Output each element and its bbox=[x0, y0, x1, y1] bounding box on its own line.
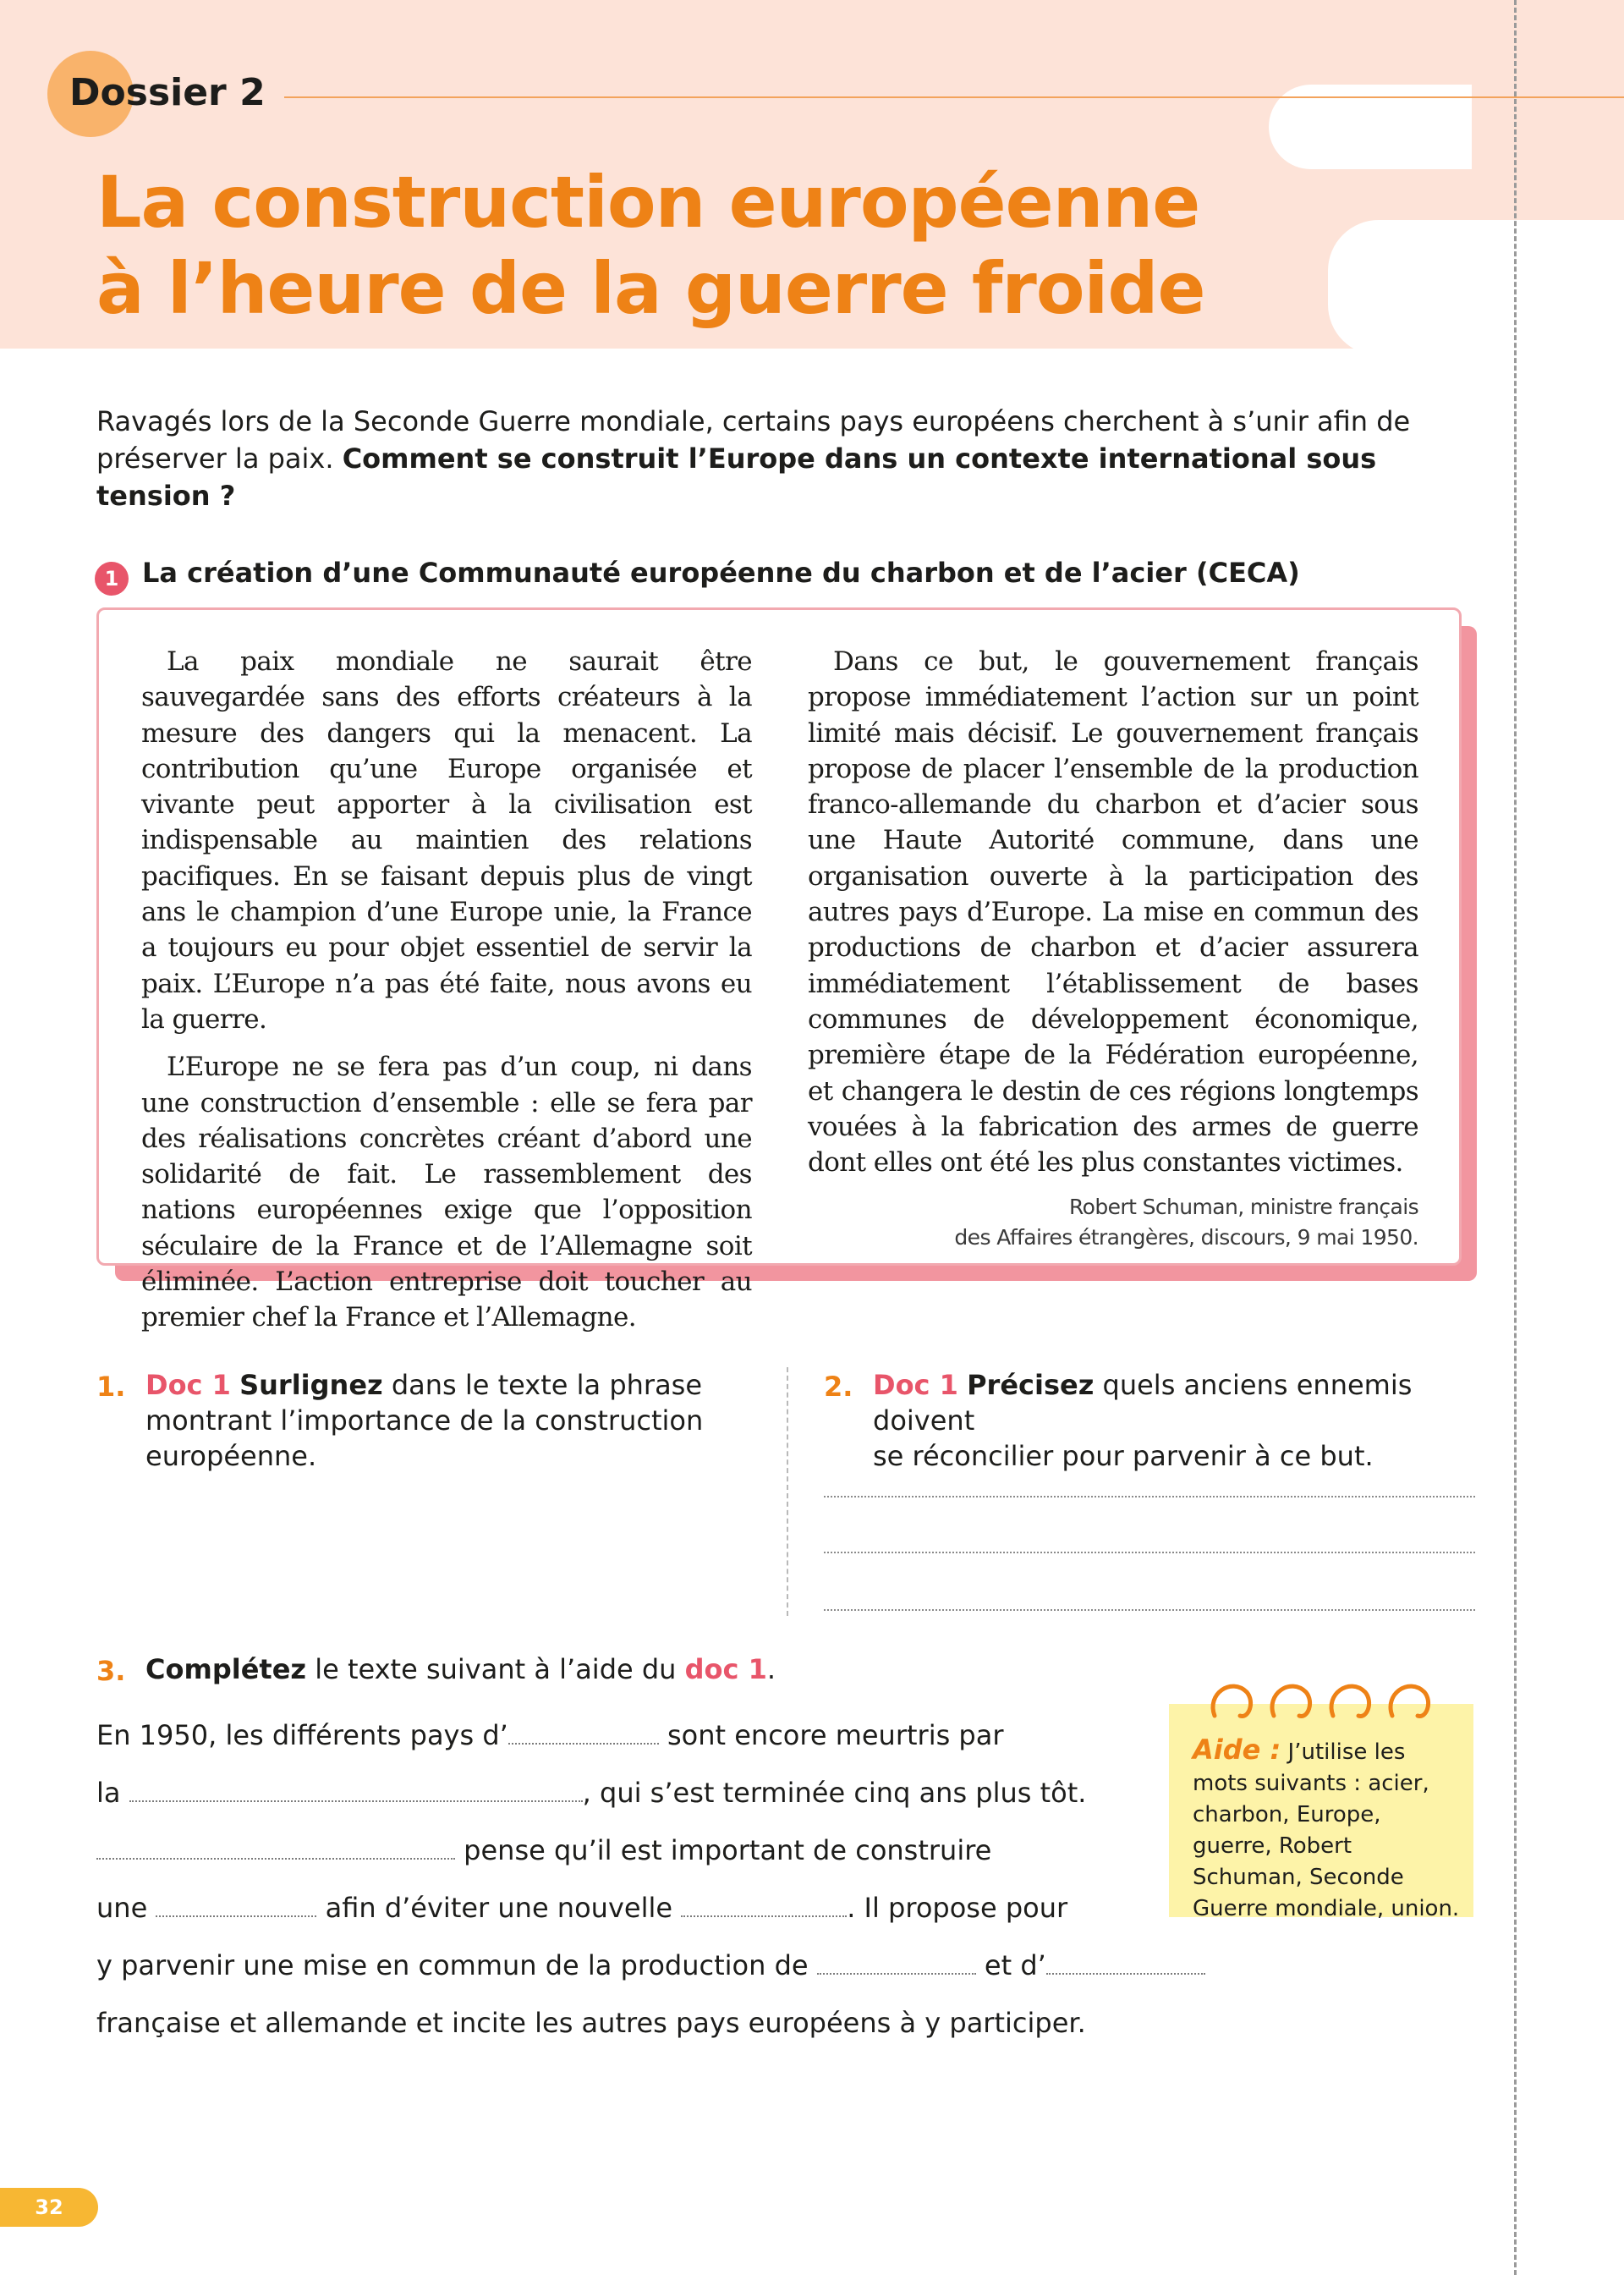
doc-column-left bbox=[141, 644, 752, 1336]
help-title: Aide : bbox=[1193, 1734, 1281, 1766]
page-cut-edge bbox=[1514, 0, 1517, 2275]
fill-text: et d’ bbox=[984, 1949, 1046, 1981]
blank-field[interactable] bbox=[129, 1778, 583, 1802]
fill-text: , qui s’est terminée cinq ans plus tôt. bbox=[582, 1777, 1087, 1809]
question-3-number: 3. bbox=[96, 1655, 126, 1687]
fill-line-3 bbox=[96, 1833, 991, 1868]
question-3-end: . bbox=[766, 1653, 776, 1685]
fill-text: la bbox=[96, 1777, 121, 1809]
help-words: suivants : acier, charbon, Europe, guerre, Robert Schuman, Seconde Guerre mondiale, union. bbox=[1193, 1771, 1460, 1921]
answer-line[interactable] bbox=[824, 1609, 1475, 1611]
notebook-rings-icon bbox=[1206, 1677, 1451, 1724]
page-title-line-1: La construction européenne bbox=[96, 161, 1200, 244]
question-1-verb: Surlignez bbox=[239, 1369, 383, 1401]
doc-box bbox=[96, 607, 1462, 1333]
fill-text: afin d’éviter une nouvelle bbox=[325, 1892, 673, 1924]
question-divider bbox=[787, 1367, 788, 1616]
dossier-rule bbox=[284, 96, 1624, 98]
question-3-verb: Complétez bbox=[145, 1653, 307, 1685]
fill-text: une bbox=[96, 1892, 148, 1924]
question-2-line-2: se réconcilier pour parvenir à ce but. bbox=[873, 1440, 1374, 1472]
question-1-text bbox=[145, 1367, 754, 1474]
intro-paragraph bbox=[96, 403, 1484, 514]
fill-line-5 bbox=[96, 1948, 1205, 1983]
page-title bbox=[96, 159, 1204, 332]
intro-question: Comment se construit l’Europe dans un contexte international sous tension ? bbox=[96, 442, 1377, 512]
doc-source bbox=[808, 1192, 1418, 1253]
help-text bbox=[1193, 1734, 1463, 1925]
page-number: 32 bbox=[0, 2188, 98, 2227]
fill-text: française et allemande et incite les autres pays européens à y participer. bbox=[96, 2007, 1086, 2039]
blank-field[interactable] bbox=[681, 1893, 847, 1917]
fill-text: . Il propose pour bbox=[847, 1892, 1068, 1924]
blank-field[interactable] bbox=[96, 1836, 455, 1860]
doc-title: La création d’une Communauté européenne du charbon et de l’acier (CECA) bbox=[142, 557, 1300, 589]
question-1-line-1: dans le texte la phrase bbox=[391, 1369, 703, 1401]
header-decoration bbox=[1328, 220, 1624, 355]
doc-source-line-1: Robert Schuman, ministre français bbox=[1069, 1195, 1418, 1220]
doc-column-right bbox=[808, 644, 1418, 1253]
blank-field[interactable] bbox=[1046, 1951, 1205, 1975]
fill-text: pense qu’il est important de construire bbox=[464, 1834, 992, 1866]
question-2-text bbox=[873, 1367, 1482, 1474]
doc-paragraph: L’Europe ne se fera pas d’un coup, ni dans une construction d’ensemble : elle se fera par des réalisations concrètes créant d’abord une solidarité de fait. Le rassemblement des nations européennes exige que l’opposition séculaire de la France et de l’Allemagne soit éliminée. L’action entreprise doit toucher au premier chef la France et l’Allemagne. bbox=[141, 1052, 752, 1333]
doc-number-badge: 1 bbox=[95, 562, 129, 596]
question-2-line-1: quels anciens ennemis doivent bbox=[873, 1369, 1413, 1437]
fill-text: y parvenir une mise en commun de la production de bbox=[96, 1949, 809, 1981]
help-first-line: J’utilise les mots bbox=[1193, 1739, 1406, 1796]
doc-paragraph: La paix mondiale ne saurait être sauvegardée sans des efforts créateurs à la mesure des dangers qui la menacent. La contribution qu’une Europe organisée et vivante peut apporter à la civilisation est indispensable au maintien des relations pacifiques. En se faisant depuis plus de vingt ans le champion d’une Europe unie, la France a toujours eu pour objet essentiel de servir la paix. L’Europe n’a pas été faite, nous avons eu la guerre. bbox=[141, 646, 752, 1035]
question-2-number: 2. bbox=[824, 1371, 853, 1403]
fill-line-6 bbox=[96, 2005, 1086, 2041]
question-1-line-3: européenne. bbox=[145, 1440, 317, 1472]
question-2-verb: Précisez bbox=[967, 1369, 1095, 1401]
fill-line-2 bbox=[96, 1775, 1086, 1811]
question-3-instruction: le texte suivant à l’aide du bbox=[315, 1653, 677, 1685]
doc-paragraph: Dans ce but, le gouvernement français propose immédiatement l’action sur un point limité mais décisif. Le gouvernement français propose de placer l’ensemble de la production franco-allemande du charbon et d’acier sous une Haute Autorité commune, dans une organisation ouverte à la participation des autres pays d’Europe. La mise en commun des productions de charbon et d’acier assurera immédiatement l’établissement de bases communes de développement économique, première étape de la Fédération européenne, et changera le destin de ces régions longtemps vouées à la fabrication des armes de guerre dont elles ont été les plus constantes victimes. bbox=[808, 646, 1418, 1179]
page-title-line-2: à l’heure de la guerre froide bbox=[96, 247, 1205, 330]
intro-text: Ravagés lors de la Seconde Guerre mondiale, certains pays européens cherchent à s’unir afin de préserver la paix. bbox=[96, 405, 1411, 475]
answer-line[interactable] bbox=[824, 1552, 1475, 1553]
question-2-doc-ref: Doc 1 bbox=[873, 1369, 958, 1401]
question-1-number: 1. bbox=[96, 1371, 126, 1403]
question-3-text bbox=[145, 1651, 991, 1687]
fill-line-4 bbox=[96, 1890, 1067, 1926]
fill-text: sont encore meurtris par bbox=[667, 1719, 1004, 1751]
blank-field[interactable] bbox=[817, 1951, 976, 1975]
blank-field[interactable] bbox=[508, 1721, 659, 1745]
dossier-label: Dossier 2 bbox=[69, 71, 266, 114]
question-1-doc-ref: Doc 1 bbox=[145, 1369, 231, 1401]
fill-text: En 1950, les différents pays d’ bbox=[96, 1719, 508, 1751]
doc-source-line-2: des Affaires étrangères, discours, 9 mai 1950. bbox=[954, 1225, 1418, 1250]
question-3-doc-ref: doc 1 bbox=[684, 1653, 767, 1685]
blank-field[interactable] bbox=[156, 1893, 316, 1917]
fill-line-1 bbox=[96, 1717, 1004, 1753]
answer-line[interactable] bbox=[824, 1496, 1475, 1497]
question-1-line-2: montrant l’importance de la construction bbox=[145, 1404, 704, 1437]
